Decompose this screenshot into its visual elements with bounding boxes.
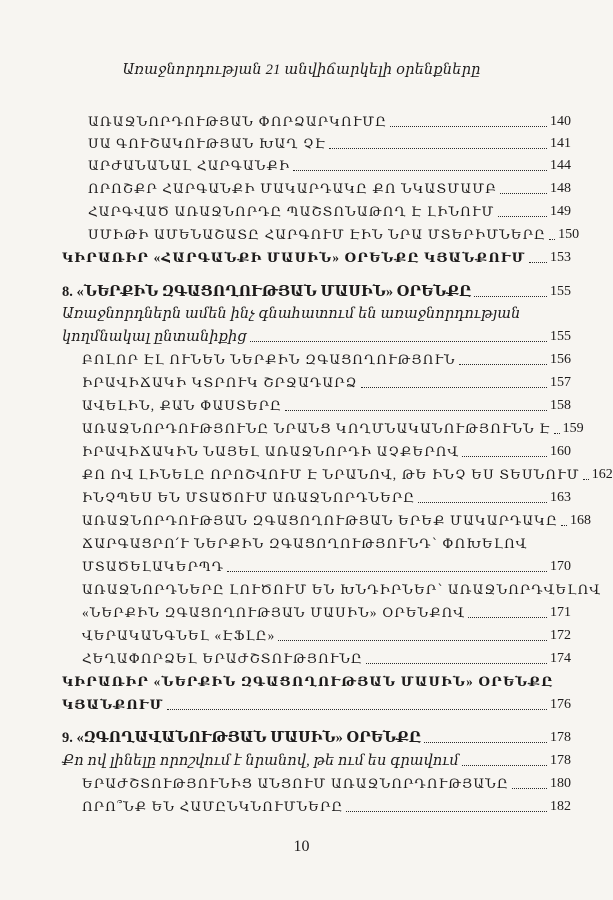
dot-leader — [361, 387, 547, 388]
toc-entry-page: 182 — [550, 799, 571, 814]
toc-entry-page: 155 — [550, 329, 571, 344]
toc-entry-title: ՄՏԱԾԵԼԱԿԵՐՊԴ — [82, 559, 225, 574]
dot-leader — [424, 742, 547, 743]
toc-entry — [0, 692, 603, 714]
toc-entry-title: ԱՎԵԼԻՆ, ՔԱՆ ՓԱՍՏԵՐԸ — [82, 398, 283, 413]
dot-leader — [250, 341, 547, 342]
toc-entry-page: 171 — [550, 605, 571, 620]
toc-entry-title: ԱՐԺԱՆԱՆԱԼ ՀԱՐԳԱՆՔԻ — [88, 158, 291, 173]
toc-entry-page: 158 — [550, 398, 571, 413]
toc-entry-page: 172 — [550, 628, 571, 643]
toc-entry — [0, 301, 603, 323]
dot-leader — [500, 193, 547, 194]
toc-entry-page: 157 — [550, 375, 571, 390]
toc-entry-page: 148 — [550, 181, 571, 196]
toc-entry-title: ԿՅԱՆՔՈՒՄ — [62, 697, 164, 712]
dot-leader — [554, 433, 560, 434]
toc-entry-title: ՔՈ ՈՎ ԼԻՆԵԼԸ ՈՐՈՇՎՈՒՄ Է ՆՐԱՆՈՎ, ԹԵ ԻՆՉ ԵՍ ՏԵՍՆՈՒՄ — [82, 467, 580, 482]
toc-entry-title: «ՆԵՐՔԻՆ ԶԳԱՑՈՂՈՒԹՅԱՆ ՄԱՍԻՆ» ՕՐԵՆՔՈՎ — [82, 605, 466, 620]
toc-entry — [0, 245, 603, 267]
toc-entry-title: Քո ով լինելը որոշվում է նրանով, թե ում ես գրավում — [62, 753, 459, 769]
toc-entry-title: ՀԱՐԳՎԱԾ ԱՌԱՋՆՈՐԴԸ ՊԱՇՏՈՆԱԹՈՂ Է ԼԻՆՈՒՄ — [88, 204, 495, 219]
toc-entry — [0, 416, 603, 438]
toc-entry-title: ԵՐԱԺՇՏՈՒԹՅՈՒՆԻՑ ԱՆՑՈՒՄ ԱՌԱՋՆՈՐԴՈՒԹՅԱՆԸ — [82, 776, 509, 791]
toc-entry-page: 174 — [550, 651, 571, 666]
dot-leader — [418, 502, 547, 503]
toc-entry-title: ԱՌԱՋՆՈՐԴՈՒԹՅԱՆ ԶԳԱՑՈՂՈՒԹՅԱՆ ԵՐԵՔ ՄԱԿԱՐԴԱԿԸ — [82, 513, 559, 528]
page-number: 10 — [293, 838, 310, 855]
toc-entry-title: Առաջնորդներն ամեն ինչ գնահատում են առաջնորդության — [62, 306, 521, 322]
toc-entry — [0, 600, 603, 622]
toc-entry — [0, 771, 603, 793]
dot-leader — [549, 239, 555, 240]
toc-entry-title: ԱՌԱՋՆՈՐԴՈՒԹՅՈՒՆԸ ՆՐԱՆՑ ԿՈՂՄՆԱԿԱՆՈՒԹՅՈՒՆՆ Է — [82, 421, 551, 436]
toc-entry — [0, 347, 603, 369]
toc-entry-title: ՈՐՈ՞ՆՔ ԵՆ ՀԱՄԸՆԿՆՈՒՄՆԵՐԸ — [82, 799, 344, 814]
toc-entry — [0, 153, 603, 175]
dot-leader — [462, 765, 547, 766]
toc-entry — [0, 370, 603, 392]
toc-entry-page: 162 — [591, 467, 613, 482]
toc-entry-page: 153 — [550, 250, 571, 265]
dot-leader — [512, 788, 547, 789]
dot-leader — [227, 571, 547, 572]
dot-leader — [474, 296, 547, 297]
toc-entry-title: ԿԻՐԱՌԻՐ «ՆԵՐՔԻՆ ԶԳԱՑՈՂՈՒԹՅԱՆ ՄԱՍԻՆ» ՕՐԵՆՔԸ — [62, 674, 554, 689]
toc-entry-page: 163 — [550, 490, 571, 505]
toc-entry-title: ՃԱՐԳԱՑՐՈ՛Ւ ՆԵՐՔԻՆ ԶԳԱՑՈՂՈՒԹՅՈՒՆԴ՝ ՓՈԽԵԼՈՎ — [82, 536, 528, 551]
toc-entry-page: 168 — [570, 513, 592, 528]
dot-leader — [529, 262, 547, 263]
dot-leader — [459, 364, 547, 365]
toc-entry — [0, 669, 603, 691]
dot-leader — [462, 456, 547, 457]
toc-entry — [0, 199, 603, 221]
toc-entry — [0, 393, 603, 415]
toc-entry — [0, 279, 603, 301]
toc-entry — [0, 222, 603, 244]
toc-entry — [0, 531, 603, 553]
toc-entry-page: 178 — [550, 753, 571, 768]
toc-entry-title: ՈՐՈՇՔՐ ՀԱՐԳԱՆՔԻ ՄԱԿԱՐԴԱԿԸ ՔՈ ՆԿԱՏՄԱՄԲ — [88, 181, 498, 196]
toc-entry-page: 144 — [550, 158, 571, 173]
toc-entry-title: ՍԱ ԳՈՒՇԱԿՈՒԹՅԱՆ ԽԱՂ ՉԷ — [88, 136, 327, 151]
toc-entry-page: 140 — [550, 114, 571, 129]
dot-leader — [498, 216, 548, 217]
toc-entry-title: ԻՐԱՎԻՃԱԿԻՆ ՆԱՅԵԼ ԱՌԱՋՆՈՐԴԻ ԱՉՔԵՐՈՎ — [82, 444, 460, 459]
toc-entry-title: 8. «ՆԵՐՔԻՆ ԶԳԱՑՈՂՈՒԹՅԱՆ ՄԱՍԻՆ» ՕՐԵՆՔԸ — [62, 284, 472, 300]
toc-entry — [0, 748, 603, 770]
toc-entry-title: ԻՆՉՊԵՍ ԵՆ ՄՏԱԾՈՒՄ ԱՌԱՋՆՈՐԴՆԵՐԸ — [82, 490, 416, 505]
toc-entry — [0, 554, 603, 576]
toc-entry-page: 155 — [550, 284, 571, 299]
toc-entry-title: ԿԻՐԱՌԻՐ «ՀԱՐԳԱՆՔԻ ՄԱՍԻՆ» ՕՐԵՆՔԸ ԿՅԱՆՔՈՒՄ — [62, 250, 526, 265]
toc-entry-page: 180 — [550, 776, 571, 791]
toc-entry — [0, 646, 603, 668]
dot-leader — [468, 617, 547, 618]
toc-entry-page: 170 — [550, 559, 571, 574]
dot-leader — [583, 479, 589, 480]
toc-entry — [0, 623, 603, 645]
dot-leader — [366, 663, 547, 664]
toc-entry — [0, 324, 603, 346]
dot-leader — [167, 709, 547, 710]
dot-leader — [329, 148, 547, 149]
toc-entry-title: ԻՐԱՎԻՃԱԿԻ ԿՏՐՈՒԿ ՇՐՋԱԴԱՐՁ — [82, 375, 358, 390]
toc-entry-title: ԱՌԱՋՆՈՐԴՆԵՐԸ ԼՈՒԾՈՒՄ ԵՆ ԽՆԴԻՐՆԵՐ՝ ԱՌԱՋՆՈՐԴՎԵԼՈՎ — [82, 582, 602, 597]
toc-entry-page: 141 — [550, 136, 571, 151]
toc-entry — [0, 725, 603, 747]
toc-entry — [0, 508, 603, 530]
toc-entry-title: ԲՈԼՈՐ ԷԼ ՈՒՆԵՆ ՆԵՐՔԻՆ ԶԳԱՑՈՂՈՒԹՅՈՒՆ — [82, 352, 456, 367]
toc-entry — [0, 577, 603, 599]
toc-entry-page: 159 — [562, 421, 584, 436]
toc-entry — [0, 794, 603, 816]
toc-entry-title: ՍՄԻԹԻ ԱՄԵՆԱՇԱՏԸ ՀԱՐԳՈՒՄ ԷԻՆ ՆՐԱ ՄՏԵՐԻՄՆԵՐԸ — [88, 227, 547, 242]
dot-leader — [278, 640, 547, 641]
dot-leader — [390, 126, 547, 127]
toc-entry-page: 176 — [550, 697, 571, 712]
toc-entry — [0, 439, 603, 461]
toc-entry — [0, 109, 603, 131]
toc-entry-title: կողմնակալ ընտանիքից — [62, 329, 247, 345]
running-header: Առաջնորդության 21 անվիճարկելի օրենքները — [122, 62, 481, 78]
dot-leader — [293, 170, 547, 171]
toc-entry — [0, 462, 613, 484]
dot-leader — [285, 410, 547, 411]
toc-entry-title: ՀԵՂԱՓՈՐՁԵԼ ԵՐԱԺՇՏՈՒԹՅՈՒՆԸ — [82, 651, 363, 666]
dot-leader — [346, 811, 547, 812]
toc-entry-page: 156 — [550, 352, 571, 367]
toc-entry — [0, 176, 603, 198]
toc-entry-page: 160 — [550, 444, 571, 459]
toc-entry-page: 150 — [558, 227, 580, 242]
toc-entry-title: 9. «ԶԳՈՂԱՎԱՆՈՒԹՅԱՆ ՄԱՍԻՆ» ՕՐԵՆՔԸ — [62, 730, 421, 746]
toc-entry-page: 149 — [550, 204, 571, 219]
dot-leader — [561, 525, 567, 526]
toc-entry-title: ԱՌԱՋՆՈՐԴՈՒԹՅԱՆ ՓՈՐՁԱՐԿՈՒՄԸ — [88, 114, 388, 129]
toc-entry-title: ՎԵՐԱԿԱՆԳՆԵԼ «ԷՖԼԸ» — [82, 628, 276, 643]
toc-entry — [0, 131, 603, 153]
toc-entry-page: 178 — [550, 730, 571, 745]
toc-entry — [0, 485, 603, 507]
